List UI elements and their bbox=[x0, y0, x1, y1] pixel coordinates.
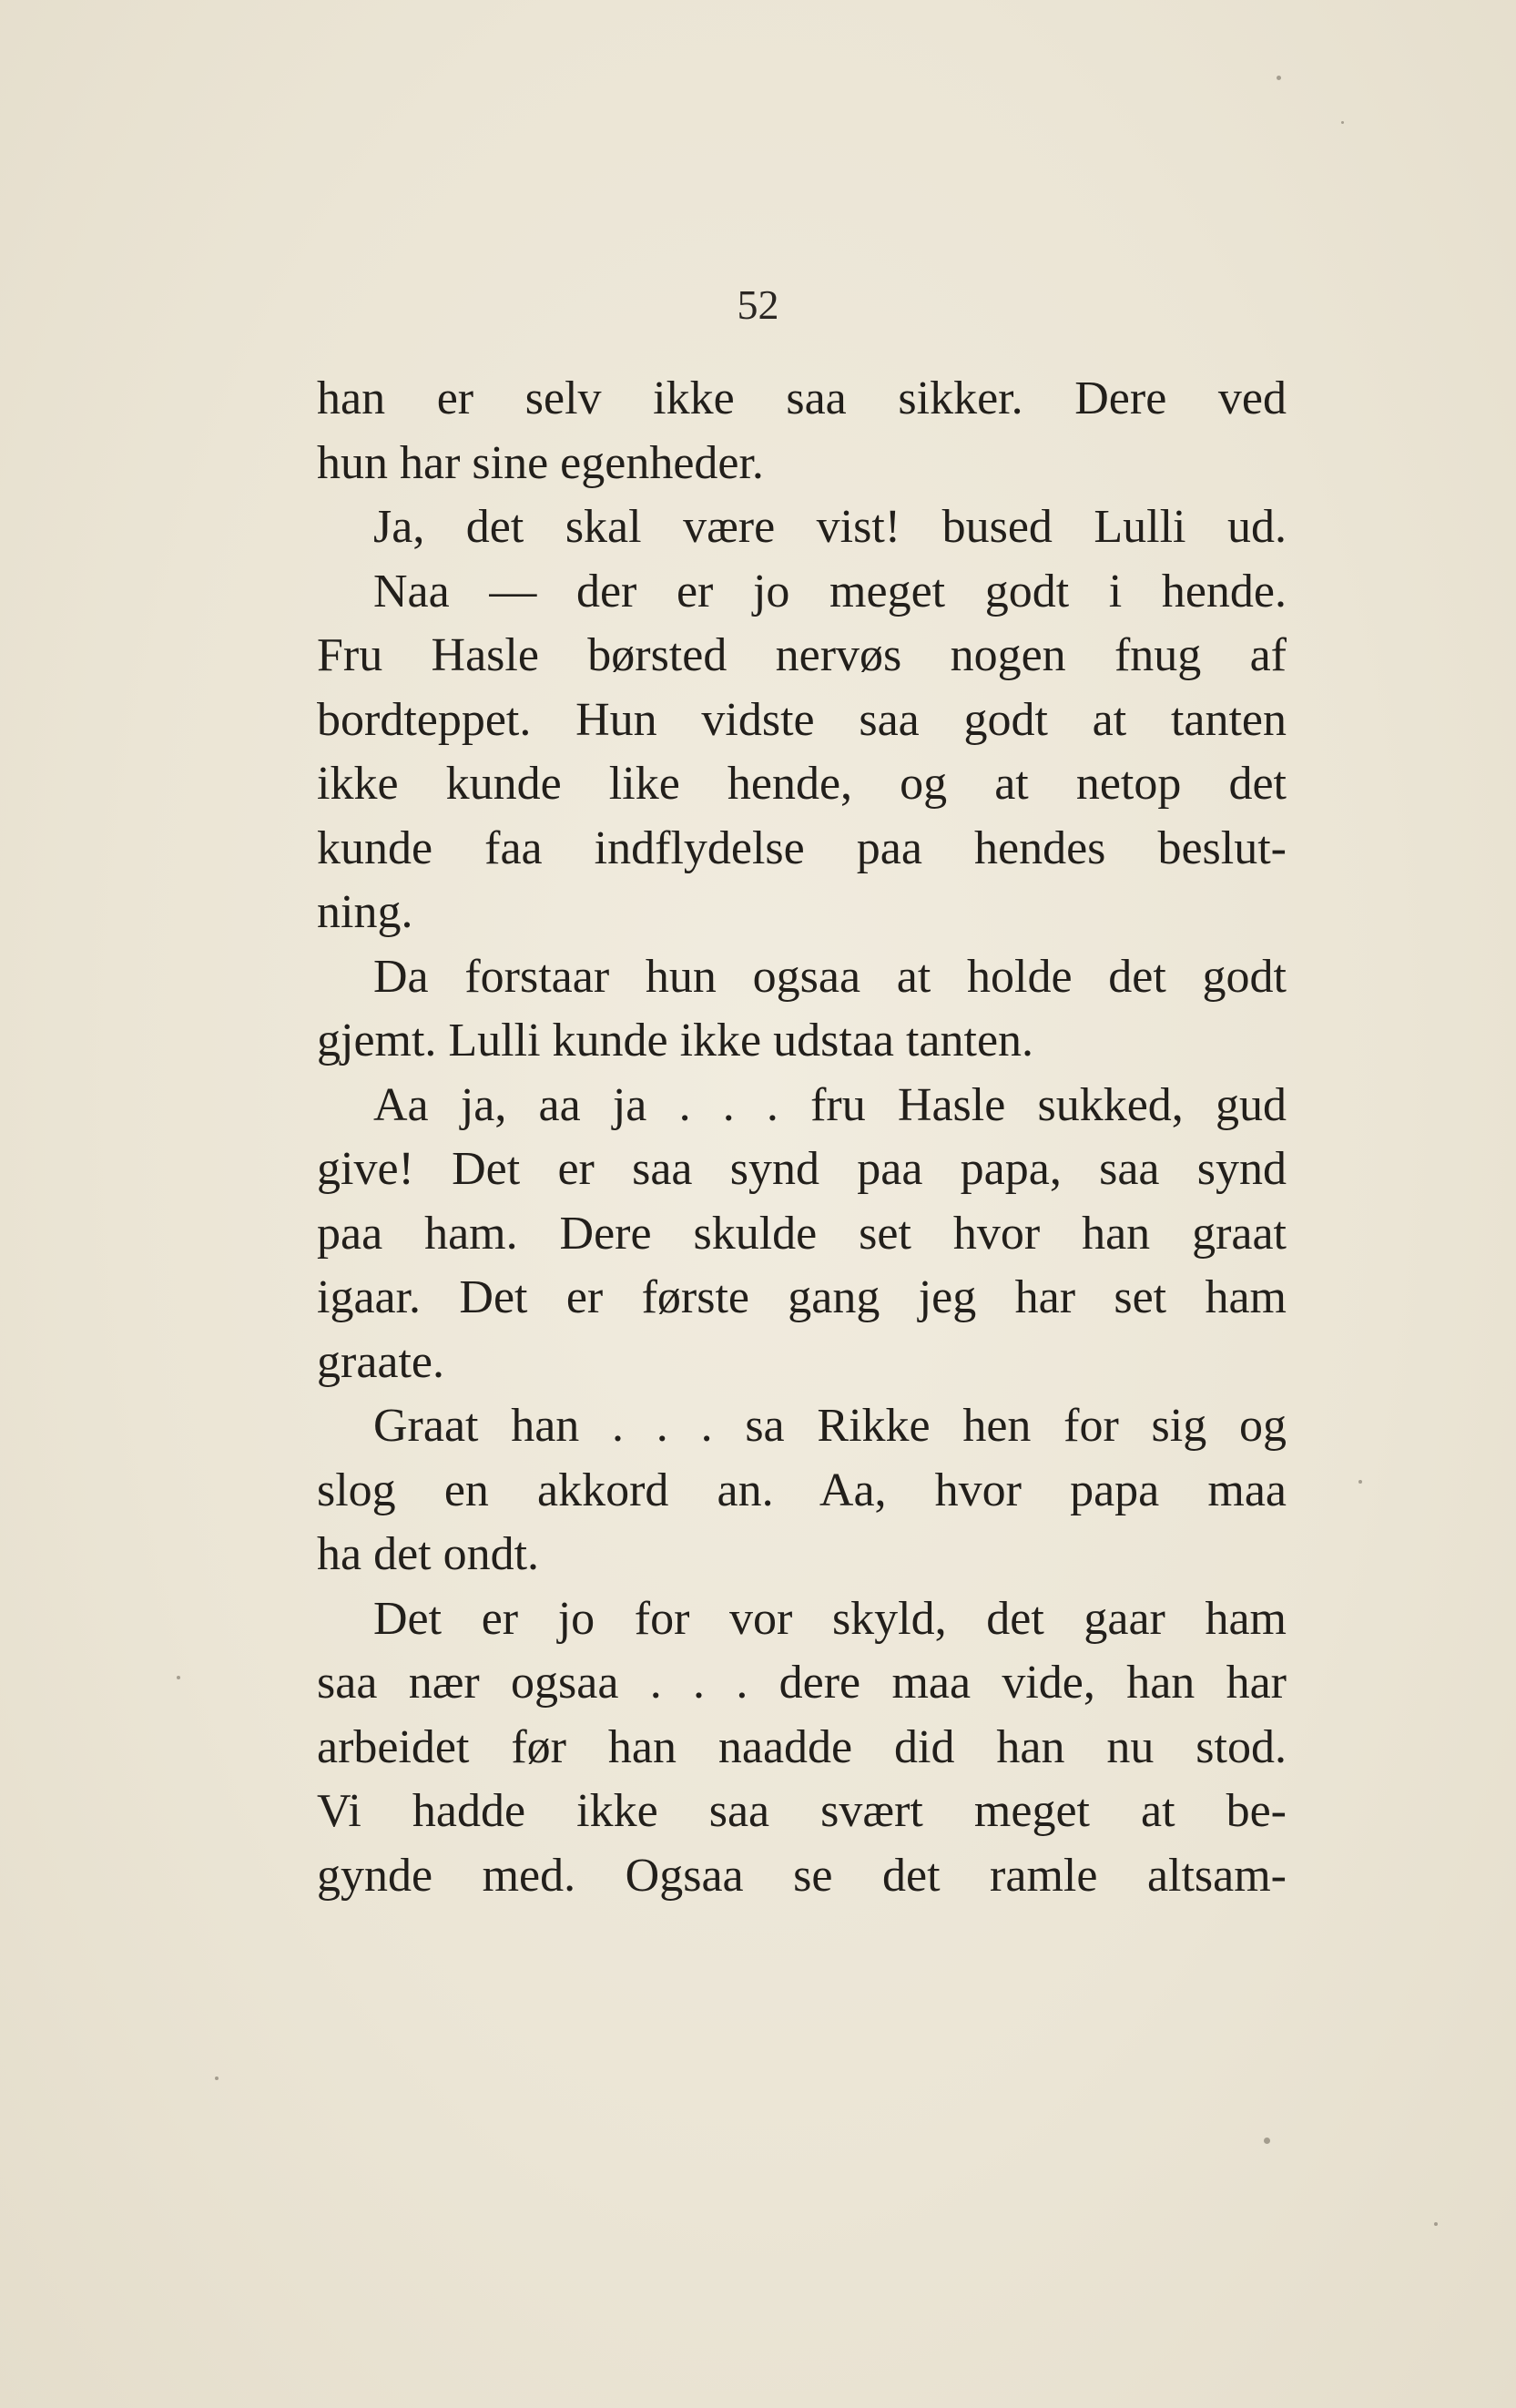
paper-speck bbox=[177, 1676, 180, 1679]
text-line: Ja, det skal være vist! bused Lulli ud. bbox=[373, 501, 1287, 553]
paper-speck bbox=[215, 2076, 219, 2080]
text-line: ning. bbox=[317, 886, 413, 938]
text-line: Aa ja, aa ja . . . fru Hasle sukked, gud bbox=[373, 1078, 1287, 1131]
text-line: Da forstaar hun ogsaa at holde det godt bbox=[373, 950, 1287, 1003]
text-line: Vi hadde ikke saa svært meget at be- bbox=[317, 1785, 1287, 1837]
text-line: graate. bbox=[317, 1335, 445, 1388]
text-line: Fru Hasle børsted nervøs nogen fnug af bbox=[317, 629, 1287, 681]
text-line: saa nær ogsaa . . . dere maa vide, han har bbox=[317, 1657, 1287, 1709]
paper-speck bbox=[1358, 1480, 1362, 1484]
text-line: kunde faa indflydelse paa hendes beslut- bbox=[317, 821, 1287, 874]
text-line: Graat han . . . sa Rikke hen for sig og bbox=[373, 1400, 1287, 1452]
text-line: bordteppet. Hun vidste saa godt at tanten bbox=[317, 693, 1287, 746]
text-line: ikke kunde like hende, og at netop det bbox=[317, 758, 1287, 810]
paper-speck bbox=[1277, 76, 1281, 80]
text-line: Det er jo for vor skyld, det gaar ham bbox=[373, 1592, 1287, 1645]
text-line: arbeidet før han naadde did han nu stod. bbox=[317, 1720, 1287, 1773]
paper-speck bbox=[1341, 121, 1344, 124]
text-line: igaar. Det er første gang jeg har set ham bbox=[317, 1271, 1287, 1323]
text-line: Naa — der er jo meget godt i hende. bbox=[373, 565, 1287, 617]
text-line: hun har sine egenheder. bbox=[317, 436, 764, 489]
text-line: han er selv ikke saa sikker. Dere ved bbox=[317, 372, 1287, 424]
paper-speck bbox=[1434, 2222, 1438, 2226]
paper-speck bbox=[1264, 2138, 1270, 2144]
text-line: gjemt. Lulli kunde ikke udstaa tanten. bbox=[317, 1015, 1034, 1066]
text-line: slog en akkord an. Aa, hvor papa maa bbox=[317, 1464, 1287, 1516]
text-line: ha det ondt. bbox=[317, 1528, 540, 1580]
text-line: paa ham. Dere skulde set hvor han graat bbox=[317, 1207, 1287, 1260]
body-text bbox=[317, 367, 1287, 1908]
text-line: gynde med. Ogsaa se det ramle altsam- bbox=[317, 1849, 1287, 1902]
text-line: give! Det er saa synd paa papa, saa synd bbox=[317, 1143, 1287, 1195]
page-number: 52 bbox=[737, 281, 779, 328]
